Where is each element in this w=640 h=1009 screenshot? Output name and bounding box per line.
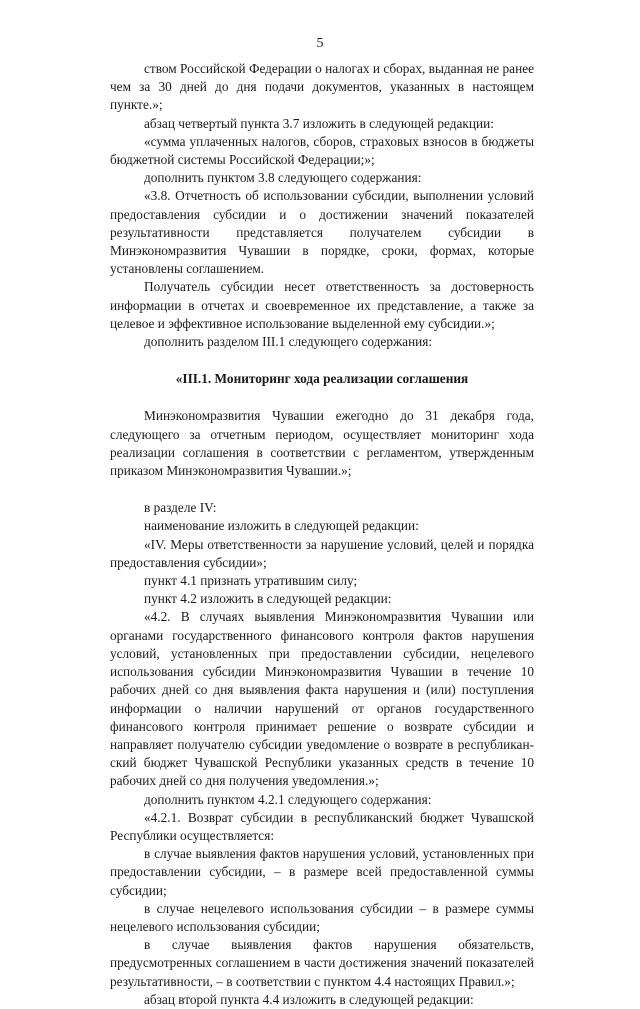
paragraph-add-section-3-1: дополнить разделом III.1 следующего содержания: [144, 334, 433, 350]
paragraph-case-obligations: в случае выявления фактов нарушения обязательств, предусмотренных соглашением в части достижения значений показателей результативности, – в соответствии с пунктом 4.4 настоящих Правил.»; [110, 937, 534, 989]
paragraph-4-1-void: пункт 4.1 признать утратившим силу; [144, 573, 358, 589]
paragraph-quote-taxes-paid: «сумма уплаченных налогов, сборов, страховых взносов в бюджеты бюджетной системы Российской Федерации;»; [110, 133, 534, 168]
document-body [110, 60, 534, 1009]
paragraph-add-4-2-1: дополнить пунктом 4.2.1 следующего содержания: [144, 791, 432, 807]
page-number: 5 [316, 36, 324, 51]
paragraph-quote-4-2: «4.2. В случаях выявления Минэкономразвития Чувашии или органами государственного финансового контроля фактов нарушения условий, установленных при предоставлении субсидии, нецелевого использования субсидии Минэкономразвития Чувашии в течение 10 рабочих дней со дня выявления факта нарушения и (или) поступления информации о наличии нарушений от органов государственного финансового контроля принимает решение о возврате субсидии и направляет получателю субсидии уведомление о возврате в республиканский бюджет Чувашской Республики указанных средств в течение 10 рабочих дней со дня получения уведомления.»; [110, 609, 534, 789]
paragraph-recipient-responsibility: Получатель субсидии несет ответственность за достоверность информации в отчетах и своевременное их представление, а также за целевое и эффективное использование выделенной ему субсидии.»; [110, 279, 534, 331]
paragraph-in-section-4: в разделе IV: [144, 500, 217, 516]
paragraph-add-3-8: дополнить пунктом 3.8 следующего содержания: [144, 170, 422, 186]
paragraph-quote-4-2-1: «4.2.1. Возврат субсидии в республиканский бюджет Чувашской Республики осуществляется: [110, 809, 534, 843]
paragraph-amend-4-2: пункт 4.2 изложить в следующей редакции: [144, 591, 392, 607]
paragraph-quote-section-4-title: «IV. Меры ответственности за нарушение условий, целей и порядка предоставления субсидии»; [110, 536, 534, 570]
paragraph-case-violation: в случае выявления фактов нарушения условий, установленных при предоставлении субсидии, – в размере всей предоставленной суммы субсидии; [110, 846, 534, 898]
paragraph-title-amend: наименование изложить в следующей редакции: [144, 518, 419, 534]
paragraph-amend-3-7: абзац четвертый пункта 3.7 изложить в следующей редакции: [144, 115, 494, 131]
paragraph-case-misuse: в случае нецелевого использования субсидии – в размере суммы нецелевого использования субсидии; [110, 900, 534, 934]
paragraph-quote-3-8: «3.8. Отчетность об использовании субсидии, выполнении условий предоставления субсидии и о достижении значений показателей результативности представляется получателем субсидии в Минэкономразвития Чувашии в порядке, сроки, формах, которые установлены соглашением. [110, 188, 534, 277]
section-heading-3-1: «III.1. Мониторинг хода реализации соглашения [175, 371, 469, 387]
paragraph-monitoring: Минэкономразвития Чувашии ежегодно до 31 декабря года, следующего за отчетным периодом, осуществляет мониторинг хода реализации соглашения в соответствии с регламентом, утвержденным приказом Минэкономразвития Чувашии.»; [110, 408, 534, 479]
paragraph-amend-4-4: абзац второй пункта 4.4 изложить в следующей редакции: [144, 991, 474, 1007]
paragraph-tax-certificate-end: ством Российской Федерации о налогах и сборах, выданная не ранее чем за 30 дней до дня подачи документов, указанных в настоящем пункте.»; [110, 61, 534, 113]
